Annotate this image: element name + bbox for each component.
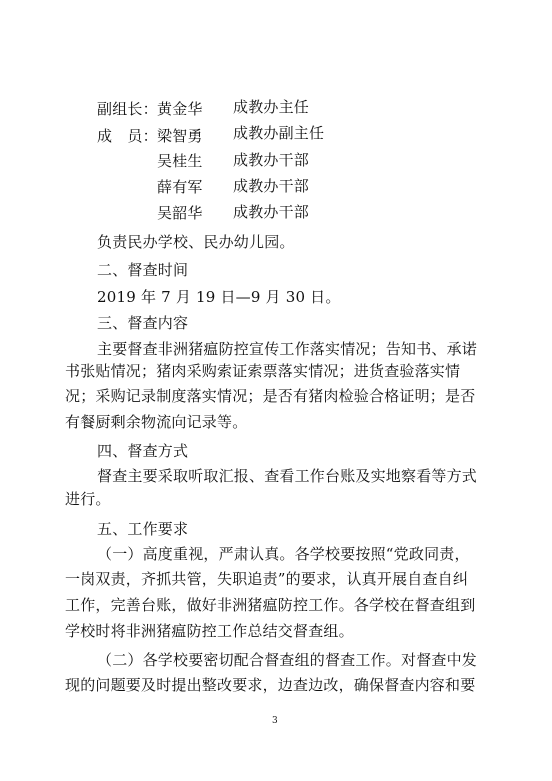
- responsibility-text: 负责民办学校、民办幼儿园。: [97, 233, 295, 251]
- content-paragraph-line: 书张贴情况；猪肉采购索证索票落实情况；进货查验落实情: [65, 362, 461, 380]
- method-paragraph-line: 督查主要采取听取汇报、查看工作台账及实地察看等方式: [97, 467, 478, 485]
- member-label: 成 员：: [97, 127, 158, 145]
- page-number: 3: [272, 716, 278, 726]
- deputy-leader-title: 成教办主任: [233, 98, 310, 116]
- section-heading-method: 四、督查方式: [97, 442, 189, 460]
- requirement-paragraph-line: 工作，完善台账，做好非洲猪瘟防控工作。各学校在督查组到: [65, 596, 476, 614]
- requirement-paragraph-line: 学校时将非洲猪瘟防控工作总结交督查组。: [65, 622, 354, 640]
- method-paragraph-line: 进行。: [65, 490, 111, 508]
- deputy-leader-label: 副组长：: [97, 100, 158, 118]
- member-name: 吴桂生: [157, 152, 203, 170]
- requirement-paragraph-line: 一岗双责，齐抓共管，失职追责”的要求，认真开展自查自纠: [65, 570, 469, 588]
- section-heading-time: 二、督查时间: [97, 261, 189, 279]
- member-title: 成教办干部: [233, 151, 310, 169]
- member-title: 成教办干部: [233, 177, 310, 195]
- content-paragraph-line: 主要督查非洲猪瘟防控宣传工作落实情况；告知书、承诺: [97, 340, 478, 358]
- requirement-paragraph-line: （一）高度重视，严肃认真。各学校要按照“党政同责，: [97, 545, 470, 563]
- section-heading-requirements: 五、工作要求: [97, 520, 189, 538]
- requirement-paragraph-line: 现的问题要及时提出整改要求，边查边改，确保督查内容和要: [65, 676, 476, 694]
- time-text: 2019 年 7 月 19 日—9 月 30 日。: [97, 288, 341, 306]
- member-title: 成教办副主任: [233, 124, 325, 142]
- requirement-paragraph-line: （二）各学校要密切配合督查组的督查工作。对督查中发: [97, 651, 478, 669]
- member-name: 梁智勇: [157, 127, 203, 145]
- deputy-leader-name: 黄金华: [157, 100, 203, 118]
- member-title: 成教办干部: [233, 203, 310, 221]
- section-heading-content: 三、督查内容: [97, 314, 189, 332]
- content-paragraph-line: 况；采购记录制度落实情况；是否有猪肉检验合格证明；是否: [65, 387, 476, 405]
- member-name: 吴韶华: [157, 204, 203, 222]
- member-name: 薛有军: [157, 178, 203, 196]
- content-paragraph-line: 有餐厨剩余物流向记录等。: [65, 413, 248, 431]
